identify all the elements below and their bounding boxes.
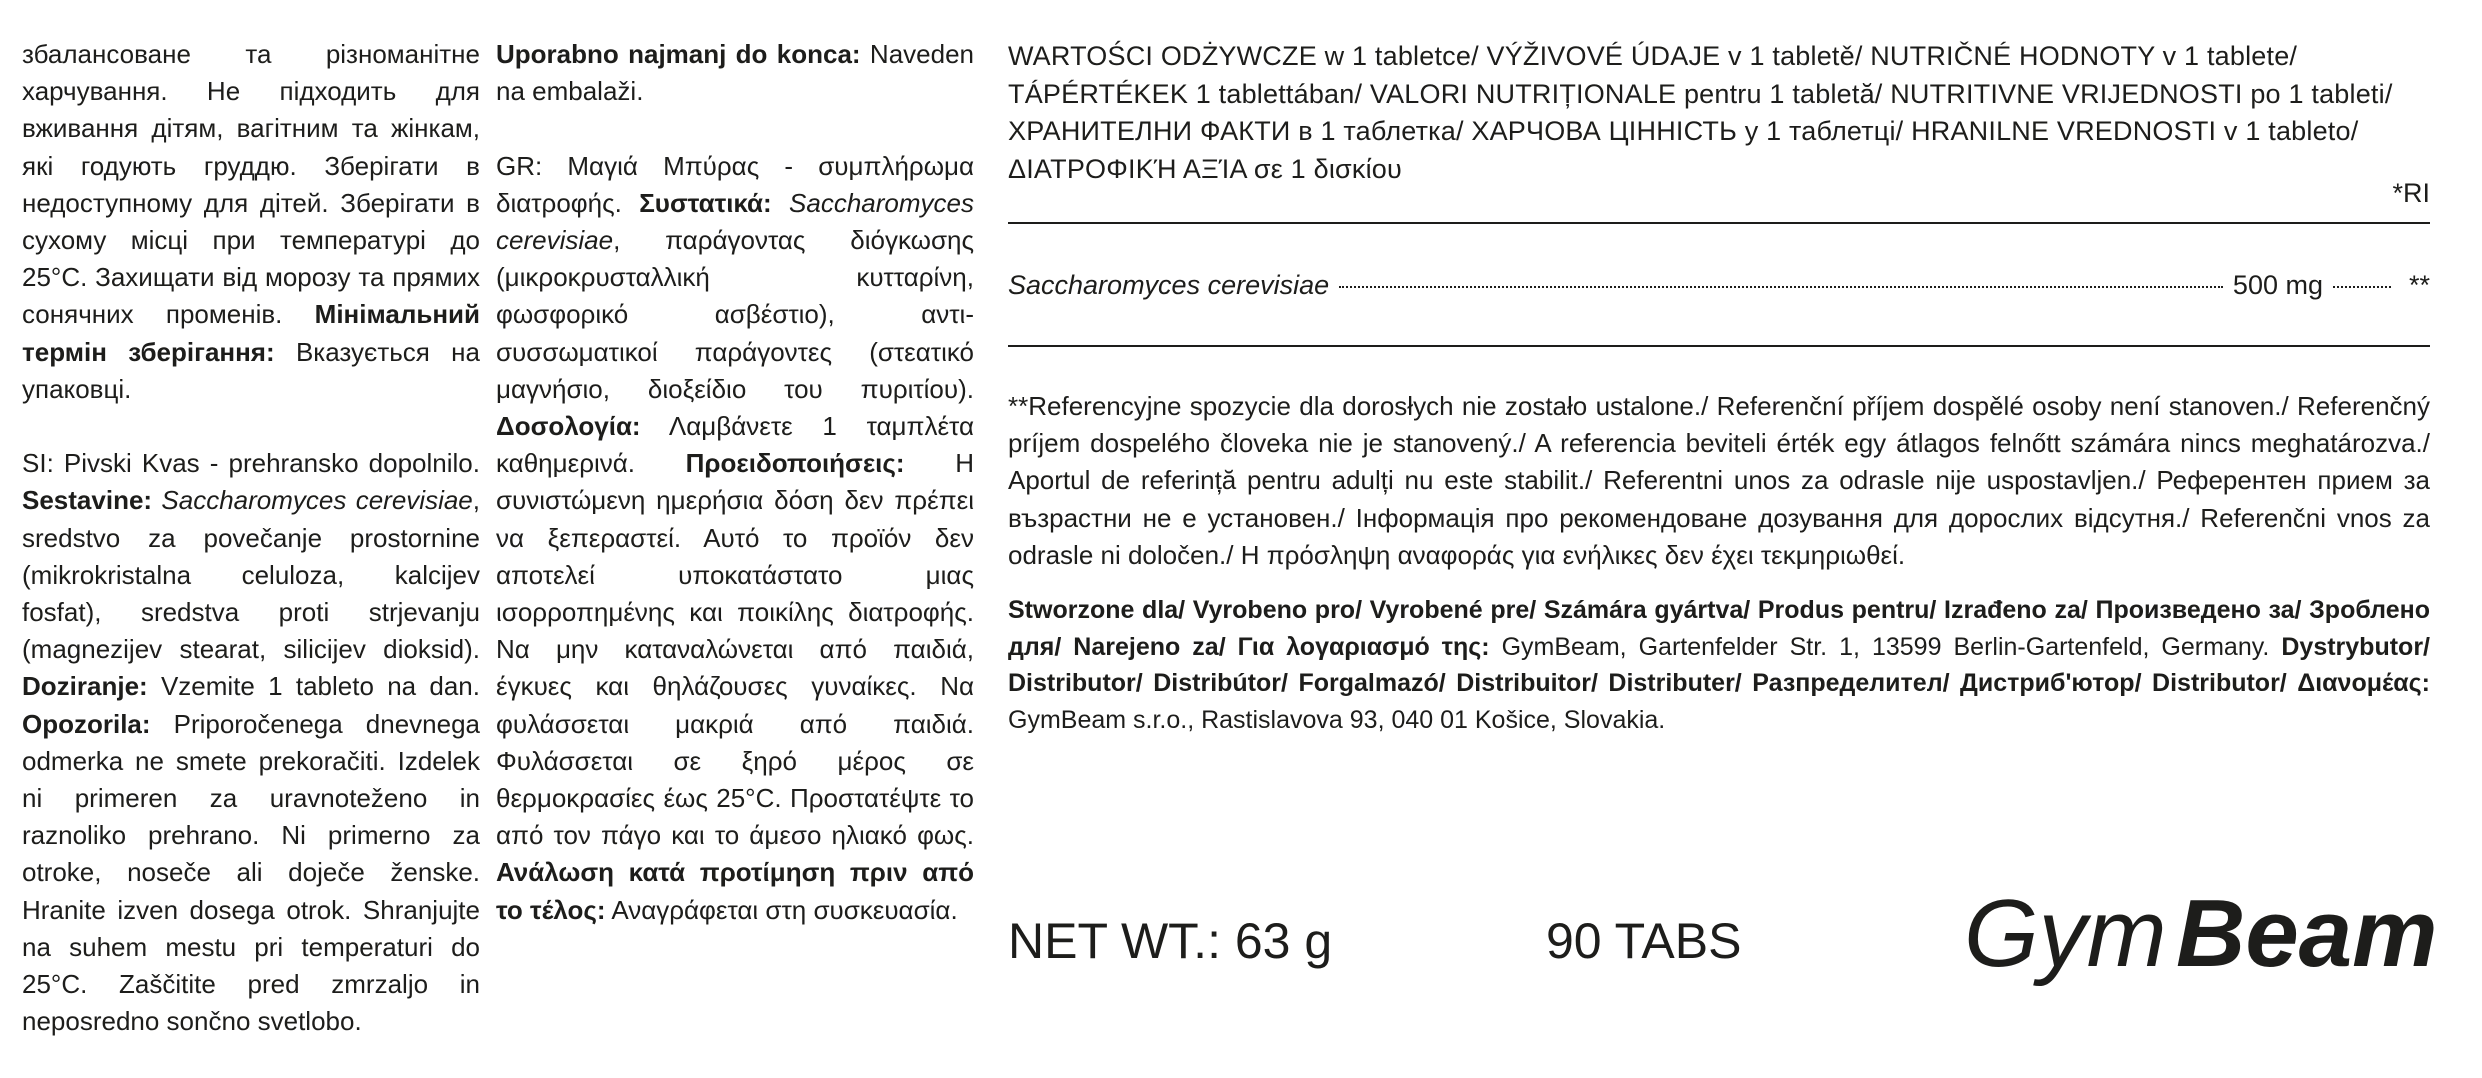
nutrient-ri: ** — [2408, 270, 2430, 300]
gr-paragraph — [496, 148, 974, 929]
nutrition-header: WARTOŚCI ODŻYWCZE w 1 tabletce/ VÝŽIVOVÉ ÚDAJE v 1 tabletě/ NUTRIČNÉ HODNOTY v 1 tablete/ TÁPÉRTÉKEK 1 tablettában/ VALORI NUTRIȚIONALE pentru 1 tabletă/ NUTRITIVNE VRIJEDNOSTI po 1 tableti/ ХРАНИТЕЛНИ ФАКТИ в 1 таблетка/ ХАРЧОВА ЦІННІСТЬ у 1 таблетці/ HRANILNE VREDNOSTI v 1 tableto/ ΔΙΑΤΡΟΦΙΚΉ ΑΞΊΑ σε 1 δισκίου — [1008, 41, 2393, 184]
nutrition-bottom-rule — [1008, 345, 2430, 347]
si-best-before-label: Uporabno najmanj do konca: — [496, 39, 861, 69]
nutrient-value: 500 mg — [2232, 270, 2323, 300]
si-ingredients-species: Saccharomyces cerevisiae — [161, 485, 473, 516]
gr-dosage-label: Δοσολογία: — [496, 411, 641, 442]
ua-paragraph — [22, 36, 480, 408]
si-ingredients-label: Sestavine: — [22, 485, 153, 516]
gr-best-before-label: Ανάλωση κατά προτίμηση πριν από το τέλος: — [496, 857, 974, 925]
made-for-label: Stworzone dla/ Vyrobeno pro/ Vyrobené pre/ Számára gyártva/ Produs pentru/ Izrađeno za/ Произведено за/ Зроблено для/ Narejeno za/ Για λογαριασμό της: — [1008, 596, 2430, 661]
gr-title: GR: Μαγιά Μπύρας - συμπλήρωμα διατροφής. — [496, 150, 974, 218]
si-title: SI: Pivski Kvas - prehransko dopolnilo. — [22, 448, 480, 479]
logo-beam-text: Beam — [2176, 880, 2438, 987]
gr-ingredients-text: , παράγοντας διόγκωσης (μικροκρυσταλλική κυτταρίνη, φωσφορικό ασβέστιο), αντι-συσσωματικοί παράγοντες (στεατικό μαγνήσιο, διοξείδιο του πυριτίου). — [496, 225, 974, 404]
ri-footnote: **Referencyjne spozycie dla dorosłych nie zostało ustalone./ Referenční příjem dospělé osoby není stanoven./ Referenčný príjem dospelého človeka nie je stanovený./ A referencia beviteli érték egy átlagos felnőtt számára nincs meghatározva./ Aportul de referință pentru adulți nu este stabilit./ Referentni unos za odrasle nije uspostavljen./ Референтен прием за възрастни не е установен./ Інформація про рекомендоване дозування для дорослих відсутня./ Referenčni vnos za odrasle ni določen./ Η πρόσληψη αναφοράς για ενήλικες δεν έχει τεκμηριωθεί. — [1008, 391, 2430, 570]
gr-dosage-text: Λαμβάνετε 1 ταμπλέτα καθημερινά. — [496, 411, 974, 479]
distributor-label: Dystrybutor/ Distributor/ Distribútor/ Forgalmazó/ Distribuitor/ Distributer/ Разпределител/ Дистриб'ютор/ Distributor/ Διανομέας: — [1008, 632, 2430, 697]
si-best-before — [496, 36, 974, 110]
dot-leader — [1339, 286, 2223, 288]
si-warnings-text: Priporočenega dnevnega odmerka ne smete prekoračiti. Izdelek ni primeren za uravnoteženo in raznoliko prehrano. Ni primerno za otroke, noseče ali doječe ženske. Hranite izven dosega otrok. Shranjujte na suhem mestu pri temperaturi do 25°C. Zaščitite pred zmrzaljo in neposredno sončno svetlobo. — [22, 708, 480, 1037]
gymbeam-logo — [1960, 880, 2440, 995]
si-warnings-label: Opozorila: — [22, 708, 151, 739]
nutrition-top-rule — [1008, 222, 2430, 224]
dot-leader-short — [2333, 286, 2391, 288]
tab-count: 90 TABS — [1546, 913, 1742, 969]
distributor-value: GymBeam s.r.o., Rastislavova 93, 040 01 Košice, Slovakia. — [1008, 705, 1666, 734]
ua-min-term-value: Вказується на упаковці. — [22, 336, 480, 404]
si-dosage-text: Vzemite 1 tableto na dan. — [160, 671, 480, 702]
gr-best-before-value: Αναγράφεται στη συσκευασία. — [611, 894, 958, 925]
gr-ingredients-label: Συστατικά: — [639, 187, 772, 218]
distribution-info — [1008, 592, 2430, 738]
gymbeam-logo-icon — [1960, 880, 2440, 990]
si-paragraph — [22, 445, 480, 1040]
net-weight: NET WT.: 63 g — [1008, 913, 1333, 969]
ri-label: *RI — [2392, 178, 2430, 208]
made-for-value: GymBeam, Gartenfelder Str. 1, 13599 Berlin-Gartenfeld, Germany. — [1501, 632, 2270, 661]
nutrient-name: Saccharomyces cerevisiae — [1008, 270, 1330, 300]
si-best-before-value: Naveden na embalaži. — [496, 39, 974, 107]
gr-warnings-text: Η συνιστώμενη ημερήσια δόση δεν πρέπει να ξεπεραστεί. Αυτό το προϊόν δεν αποτελεί υποκατάστατο μιας ισορροπημένης και ποικίλης διατροφής. Να μην καταναλώνεται από παιδιά, έγκυες και θηλάζουσες γυναίκες. Να φυλάσσεται μακριά από παιδιά. Φυλάσσεται σε ξηρό μέρος σε θερμοκρασίες έως 25°C. Προστατέψτε το από τον πάγο και το άμεσο ηλιακό φως. — [496, 448, 974, 851]
nutrition-row — [1008, 270, 2430, 301]
gr-warnings-label: Προειδοποιήσεις: — [685, 448, 905, 479]
text-column-si-gr — [496, 36, 974, 966]
gr-ingredients-species: Saccharomyces cerevisiae — [496, 187, 974, 255]
si-dosage-label: Doziranje: — [22, 671, 148, 702]
ua-text: збалансоване та різноманітне харчування. Не підходить для вживання дітям, вагітним та жінкам, які годують груддю. Зберігати в недоступному для дітей. Зберігати в сухому місці при температурі до 25°C. Захищати від морозу та прямих сонячних променів. — [22, 39, 480, 330]
si-ingredients-text: , sredstvo za povečanje prostornine (mikrokristalna celuloza, kalcijev fosfat), sredstva proti strjevanju (magnezijev stearat, silicijev dioksid). — [22, 485, 480, 665]
logo-gym-text: Gym — [1964, 880, 2167, 987]
ua-min-term-label: Мінімальний термін зберігання: — [22, 299, 480, 367]
text-column-ua-si — [22, 36, 480, 1078]
